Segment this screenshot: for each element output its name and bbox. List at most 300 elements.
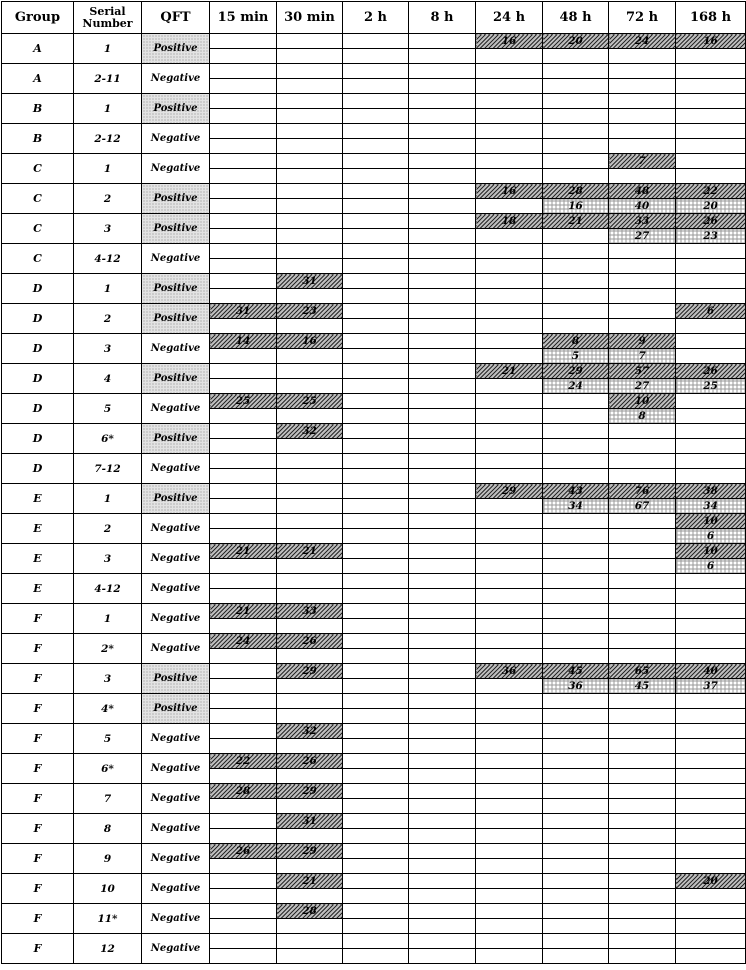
empty-cell-48-h [543,319,609,334]
empty-cell-8-h [409,259,476,274]
empty-cell-72-h [609,544,676,559]
empty-cell-48-h [543,769,609,784]
empty-cell-15-min [210,289,277,304]
empty-cell-24-h [476,904,543,919]
value-label: 6 [706,304,715,317]
group-cell: F [2,814,74,844]
empty-cell-48-h [543,829,609,844]
value-cell-168-h [676,544,746,559]
header-2-h: 2 h [343,2,409,34]
empty-cell-48-h [543,109,609,124]
group-cell: C [2,214,74,244]
serial-number-cell: 1 [74,154,142,184]
secondary-value-label: 5 [571,349,580,362]
empty-cell-8-h [409,409,476,424]
empty-cell-48-h [543,289,609,304]
empty-cell-72-h [609,274,676,289]
empty-cell-24-h [476,709,543,724]
value-cell-15-min [210,304,277,319]
empty-cell-15-min [210,349,277,364]
empty-cell-30-min [277,469,343,484]
empty-cell-15-min [210,559,277,574]
value-cell-30-min [277,274,343,289]
empty-cell-2-h [343,334,409,349]
empty-cell-24-h [476,94,543,109]
value-cell-168-h [676,514,746,529]
value-cell-15-min [210,544,277,559]
value-cell-72-h [609,214,676,229]
empty-cell-8-h [409,949,476,964]
empty-cell-168-h [676,829,746,844]
empty-cell-24-h [476,244,543,259]
secondary-value-label: 6 [706,529,715,542]
value-label: 9 [638,334,646,347]
secondary-value-cell-168-h [676,679,746,694]
secondary-value-cell-72-h [609,199,676,214]
empty-cell-72-h [609,529,676,544]
empty-cell-24-h [476,514,543,529]
empty-cell-15-min [210,424,277,439]
empty-cell-8-h [409,784,476,799]
empty-cell-2-h [343,619,409,634]
secondary-value-label: 27 [634,379,650,392]
empty-cell-2-h [343,319,409,334]
empty-cell-8-h [409,619,476,634]
value-cell-30-min [277,634,343,649]
empty-cell-168-h [676,274,746,289]
empty-cell-15-min [210,379,277,394]
empty-cell-15-min [210,814,277,829]
empty-cell-8-h [409,559,476,574]
empty-cell-48-h [543,124,609,139]
table-row [2,844,746,859]
empty-cell-15-min [210,409,277,424]
empty-cell-2-h [343,124,409,139]
empty-cell-24-h [476,469,543,484]
value-cell-24-h [476,364,543,379]
qft-cell: Positive [142,274,210,304]
serial-number-cell: 7 [74,784,142,814]
value-cell-24-h [476,184,543,199]
serial-number-cell: 4-12 [74,244,142,274]
empty-cell-15-min [210,619,277,634]
empty-cell-2-h [343,709,409,724]
empty-cell-30-min [277,454,343,469]
empty-cell-24-h [476,454,543,469]
qft-cell: Negative [142,334,210,364]
empty-cell-72-h [609,169,676,184]
empty-cell-72-h [609,604,676,619]
empty-cell-8-h [409,364,476,379]
table-row [2,124,746,139]
empty-cell-48-h [543,79,609,94]
empty-cell-30-min [277,259,343,274]
empty-cell-15-min [210,229,277,244]
serial-number-cell: 3 [74,664,142,694]
value-cell-30-min [277,874,343,889]
empty-cell-8-h [409,919,476,934]
empty-cell-2-h [343,829,409,844]
table-row [2,694,746,709]
secondary-value-label: 34 [568,499,583,512]
value-label: 21 [302,874,317,887]
serial-number-cell: 1 [74,34,142,64]
group-cell: C [2,244,74,274]
qft-cell: Negative [142,784,210,814]
empty-cell-72-h [609,784,676,799]
empty-cell-2-h [343,844,409,859]
secondary-value-cell-72-h [609,229,676,244]
group-cell: F [2,694,74,724]
value-label: 48 [634,184,650,197]
empty-cell-8-h [409,454,476,469]
empty-cell-24-h [476,499,543,514]
empty-cell-72-h [609,619,676,634]
empty-cell-24-h [476,334,543,349]
empty-cell-30-min [277,514,343,529]
empty-cell-2-h [343,754,409,769]
empty-cell-2-h [343,49,409,64]
value-cell-72-h [609,154,676,169]
value-label: 25 [302,394,317,407]
value-label: 26 [703,364,718,377]
empty-cell-30-min [277,559,343,574]
value-cell-30-min [277,604,343,619]
empty-cell-15-min [210,244,277,259]
empty-cell-2-h [343,199,409,214]
value-cell-30-min [277,904,343,919]
empty-cell-24-h [476,289,543,304]
table-row [2,184,746,199]
empty-cell-72-h [609,634,676,649]
empty-cell-24-h [476,379,543,394]
empty-cell-48-h [543,784,609,799]
empty-cell-8-h [409,439,476,454]
serial-number-cell: 7-12 [74,454,142,484]
empty-cell-24-h [476,874,543,889]
serial-number-cell: 1 [74,94,142,124]
empty-cell-8-h [409,154,476,169]
group-cell: E [2,484,74,514]
empty-cell-8-h [409,544,476,559]
empty-cell-8-h [409,859,476,874]
header-24-h: 24 h [476,2,543,34]
empty-cell-2-h [343,229,409,244]
empty-cell-15-min [210,574,277,589]
empty-cell-30-min [277,649,343,664]
table-row [2,784,746,799]
secondary-value-label: 27 [634,229,650,242]
empty-cell-8-h [409,709,476,724]
value-cell-15-min [210,334,277,349]
header-15-min: 15 min [210,2,277,34]
value-label: 16 [703,34,718,47]
empty-cell-48-h [543,739,609,754]
value-label: 26 [302,754,317,767]
qft-cell: Positive [142,34,210,64]
value-cell-30-min [277,544,343,559]
empty-cell-30-min [277,709,343,724]
group-cell: B [2,124,74,154]
group-cell: F [2,844,74,874]
value-label: 10 [703,514,718,527]
empty-cell-15-min [210,739,277,754]
empty-cell-168-h [676,439,746,454]
header-qft: QFT [142,2,210,34]
empty-cell-168-h [676,169,746,184]
value-label: 29 [568,364,583,377]
empty-cell-15-min [210,184,277,199]
empty-cell-2-h [343,424,409,439]
empty-cell-168-h [676,769,746,784]
empty-cell-168-h [676,934,746,949]
empty-cell-2-h [343,949,409,964]
table-row [2,574,746,589]
empty-cell-15-min [210,214,277,229]
value-label: 36 [501,664,517,677]
empty-cell-48-h [543,514,609,529]
value-cell-30-min [277,784,343,799]
empty-cell-24-h [476,529,543,544]
empty-cell-168-h [676,574,746,589]
table-row [2,724,746,739]
empty-cell-8-h [409,739,476,754]
empty-cell-15-min [210,769,277,784]
qft-cell: Negative [142,844,210,874]
empty-cell-48-h [543,889,609,904]
empty-cell-15-min [210,274,277,289]
empty-cell-2-h [343,784,409,799]
empty-cell-30-min [277,799,343,814]
value-label: 31 [302,274,317,287]
empty-cell-2-h [343,664,409,679]
qft-cell: Negative [142,934,210,964]
empty-cell-48-h [543,394,609,409]
empty-cell-15-min [210,679,277,694]
empty-cell-30-min [277,499,343,514]
empty-cell-168-h [676,424,746,439]
empty-cell-48-h [543,844,609,859]
empty-cell-168-h [676,844,746,859]
serial-number-cell: 11* [74,904,142,934]
qft-cell: Negative [142,154,210,184]
empty-cell-15-min [210,649,277,664]
empty-cell-24-h [476,814,543,829]
empty-cell-24-h [476,919,543,934]
empty-cell-30-min [277,859,343,874]
empty-cell-8-h [409,64,476,79]
value-cell-168-h [676,364,746,379]
empty-cell-30-min [277,409,343,424]
empty-cell-24-h [476,394,543,409]
value-cell-72-h [609,394,676,409]
empty-cell-30-min [277,94,343,109]
empty-cell-72-h [609,799,676,814]
empty-cell-24-h [476,649,543,664]
empty-cell-24-h [476,304,543,319]
empty-cell-8-h [409,469,476,484]
empty-cell-24-h [476,64,543,79]
value-cell-15-min [210,784,277,799]
value-label: 28 [235,784,251,797]
empty-cell-2-h [343,439,409,454]
empty-cell-15-min [210,949,277,964]
empty-cell-15-min [210,694,277,709]
value-cell-30-min [277,664,343,679]
group-cell: F [2,874,74,904]
empty-cell-2-h [343,214,409,229]
serial-number-cell: 2 [74,184,142,214]
value-cell-24-h [476,34,543,49]
qft-cell: Positive [142,364,210,394]
empty-cell-168-h [676,289,746,304]
empty-cell-2-h [343,304,409,319]
empty-cell-72-h [609,244,676,259]
empty-cell-24-h [476,154,543,169]
empty-cell-15-min [210,934,277,949]
table-row [2,244,746,259]
group-cell: C [2,154,74,184]
value-label: 76 [634,484,650,497]
empty-cell-2-h [343,649,409,664]
value-cell-72-h [609,364,676,379]
empty-cell-8-h [409,889,476,904]
secondary-value-label: 67 [634,499,650,512]
header-168-h: 168 h [676,2,746,34]
header-72-h: 72 h [609,2,676,34]
group-cell: F [2,754,74,784]
empty-cell-24-h [476,109,543,124]
empty-cell-72-h [609,79,676,94]
group-cell: D [2,364,74,394]
empty-cell-72-h [609,889,676,904]
secondary-value-cell-72-h [609,409,676,424]
serial-number-cell: 2 [74,304,142,334]
serial-number-cell: 2-12 [74,124,142,154]
value-cell-30-min [277,424,343,439]
empty-cell-15-min [210,919,277,934]
empty-cell-15-min [210,169,277,184]
secondary-value-cell-168-h [676,199,746,214]
empty-cell-8-h [409,334,476,349]
group-cell: D [2,304,74,334]
empty-cell-15-min [210,514,277,529]
empty-cell-15-min [210,454,277,469]
value-cell-30-min [277,394,343,409]
empty-cell-24-h [476,754,543,769]
secondary-value-cell-48-h [543,349,609,364]
empty-cell-2-h [343,874,409,889]
empty-cell-168-h [676,889,746,904]
empty-cell-72-h [609,844,676,859]
value-cell-48-h [543,334,609,349]
table-row [2,544,746,559]
empty-cell-8-h [409,814,476,829]
table-row [2,754,746,769]
group-cell: D [2,334,74,364]
empty-cell-8-h [409,379,476,394]
empty-cell-2-h [343,634,409,649]
empty-cell-168-h [676,589,746,604]
empty-cell-8-h [409,304,476,319]
empty-cell-24-h [476,844,543,859]
empty-cell-8-h [409,904,476,919]
serial-number-cell: 12 [74,934,142,964]
empty-cell-48-h [543,229,609,244]
value-label: 22 [235,754,251,767]
serial-number-cell: 2-11 [74,64,142,94]
empty-cell-8-h [409,844,476,859]
empty-cell-2-h [343,79,409,94]
table-header [2,2,746,34]
qft-cell: Negative [142,574,210,604]
group-cell: E [2,574,74,604]
value-label: 33 [634,214,650,227]
empty-cell-8-h [409,109,476,124]
value-label: 28 [302,904,317,917]
empty-cell-30-min [277,949,343,964]
empty-cell-15-min [210,469,277,484]
empty-cell-48-h [543,754,609,769]
empty-cell-8-h [409,934,476,949]
empty-cell-2-h [343,574,409,589]
empty-cell-8-h [409,94,476,109]
qft-cell: Positive [142,184,210,214]
empty-cell-8-h [409,244,476,259]
value-label: 29 [302,844,317,857]
secondary-value-label: 16 [568,199,583,212]
qft-cell: Negative [142,604,210,634]
value-cell-30-min [277,724,343,739]
empty-cell-168-h [676,904,746,919]
empty-cell-48-h [543,259,609,274]
empty-cell-15-min [210,94,277,109]
empty-cell-15-min [210,529,277,544]
empty-cell-2-h [343,469,409,484]
value-label: 26 [302,634,317,647]
empty-cell-168-h [676,334,746,349]
qft-cell: Negative [142,394,210,424]
value-label: 14 [235,334,251,347]
value-label: 16 [501,34,517,47]
empty-cell-168-h [676,709,746,724]
secondary-value-cell-168-h [676,499,746,514]
empty-cell-8-h [409,724,476,739]
empty-cell-15-min [210,34,277,49]
empty-cell-72-h [609,49,676,64]
empty-cell-15-min [210,829,277,844]
empty-cell-30-min [277,64,343,79]
serial-number-cell: 1 [74,274,142,304]
empty-cell-2-h [343,799,409,814]
table-row [2,94,746,109]
empty-cell-30-min [277,184,343,199]
qft-cell: Positive [142,214,210,244]
empty-cell-168-h [676,919,746,934]
empty-cell-30-min [277,154,343,169]
empty-cell-24-h [476,199,543,214]
empty-cell-24-h [476,349,543,364]
value-cell-24-h [476,484,543,499]
empty-cell-2-h [343,34,409,49]
empty-cell-30-min [277,619,343,634]
empty-cell-8-h [409,634,476,649]
group-cell: F [2,724,74,754]
empty-cell-24-h [476,679,543,694]
value-label: 21 [568,214,583,227]
empty-cell-48-h [543,649,609,664]
empty-cell-72-h [609,709,676,724]
